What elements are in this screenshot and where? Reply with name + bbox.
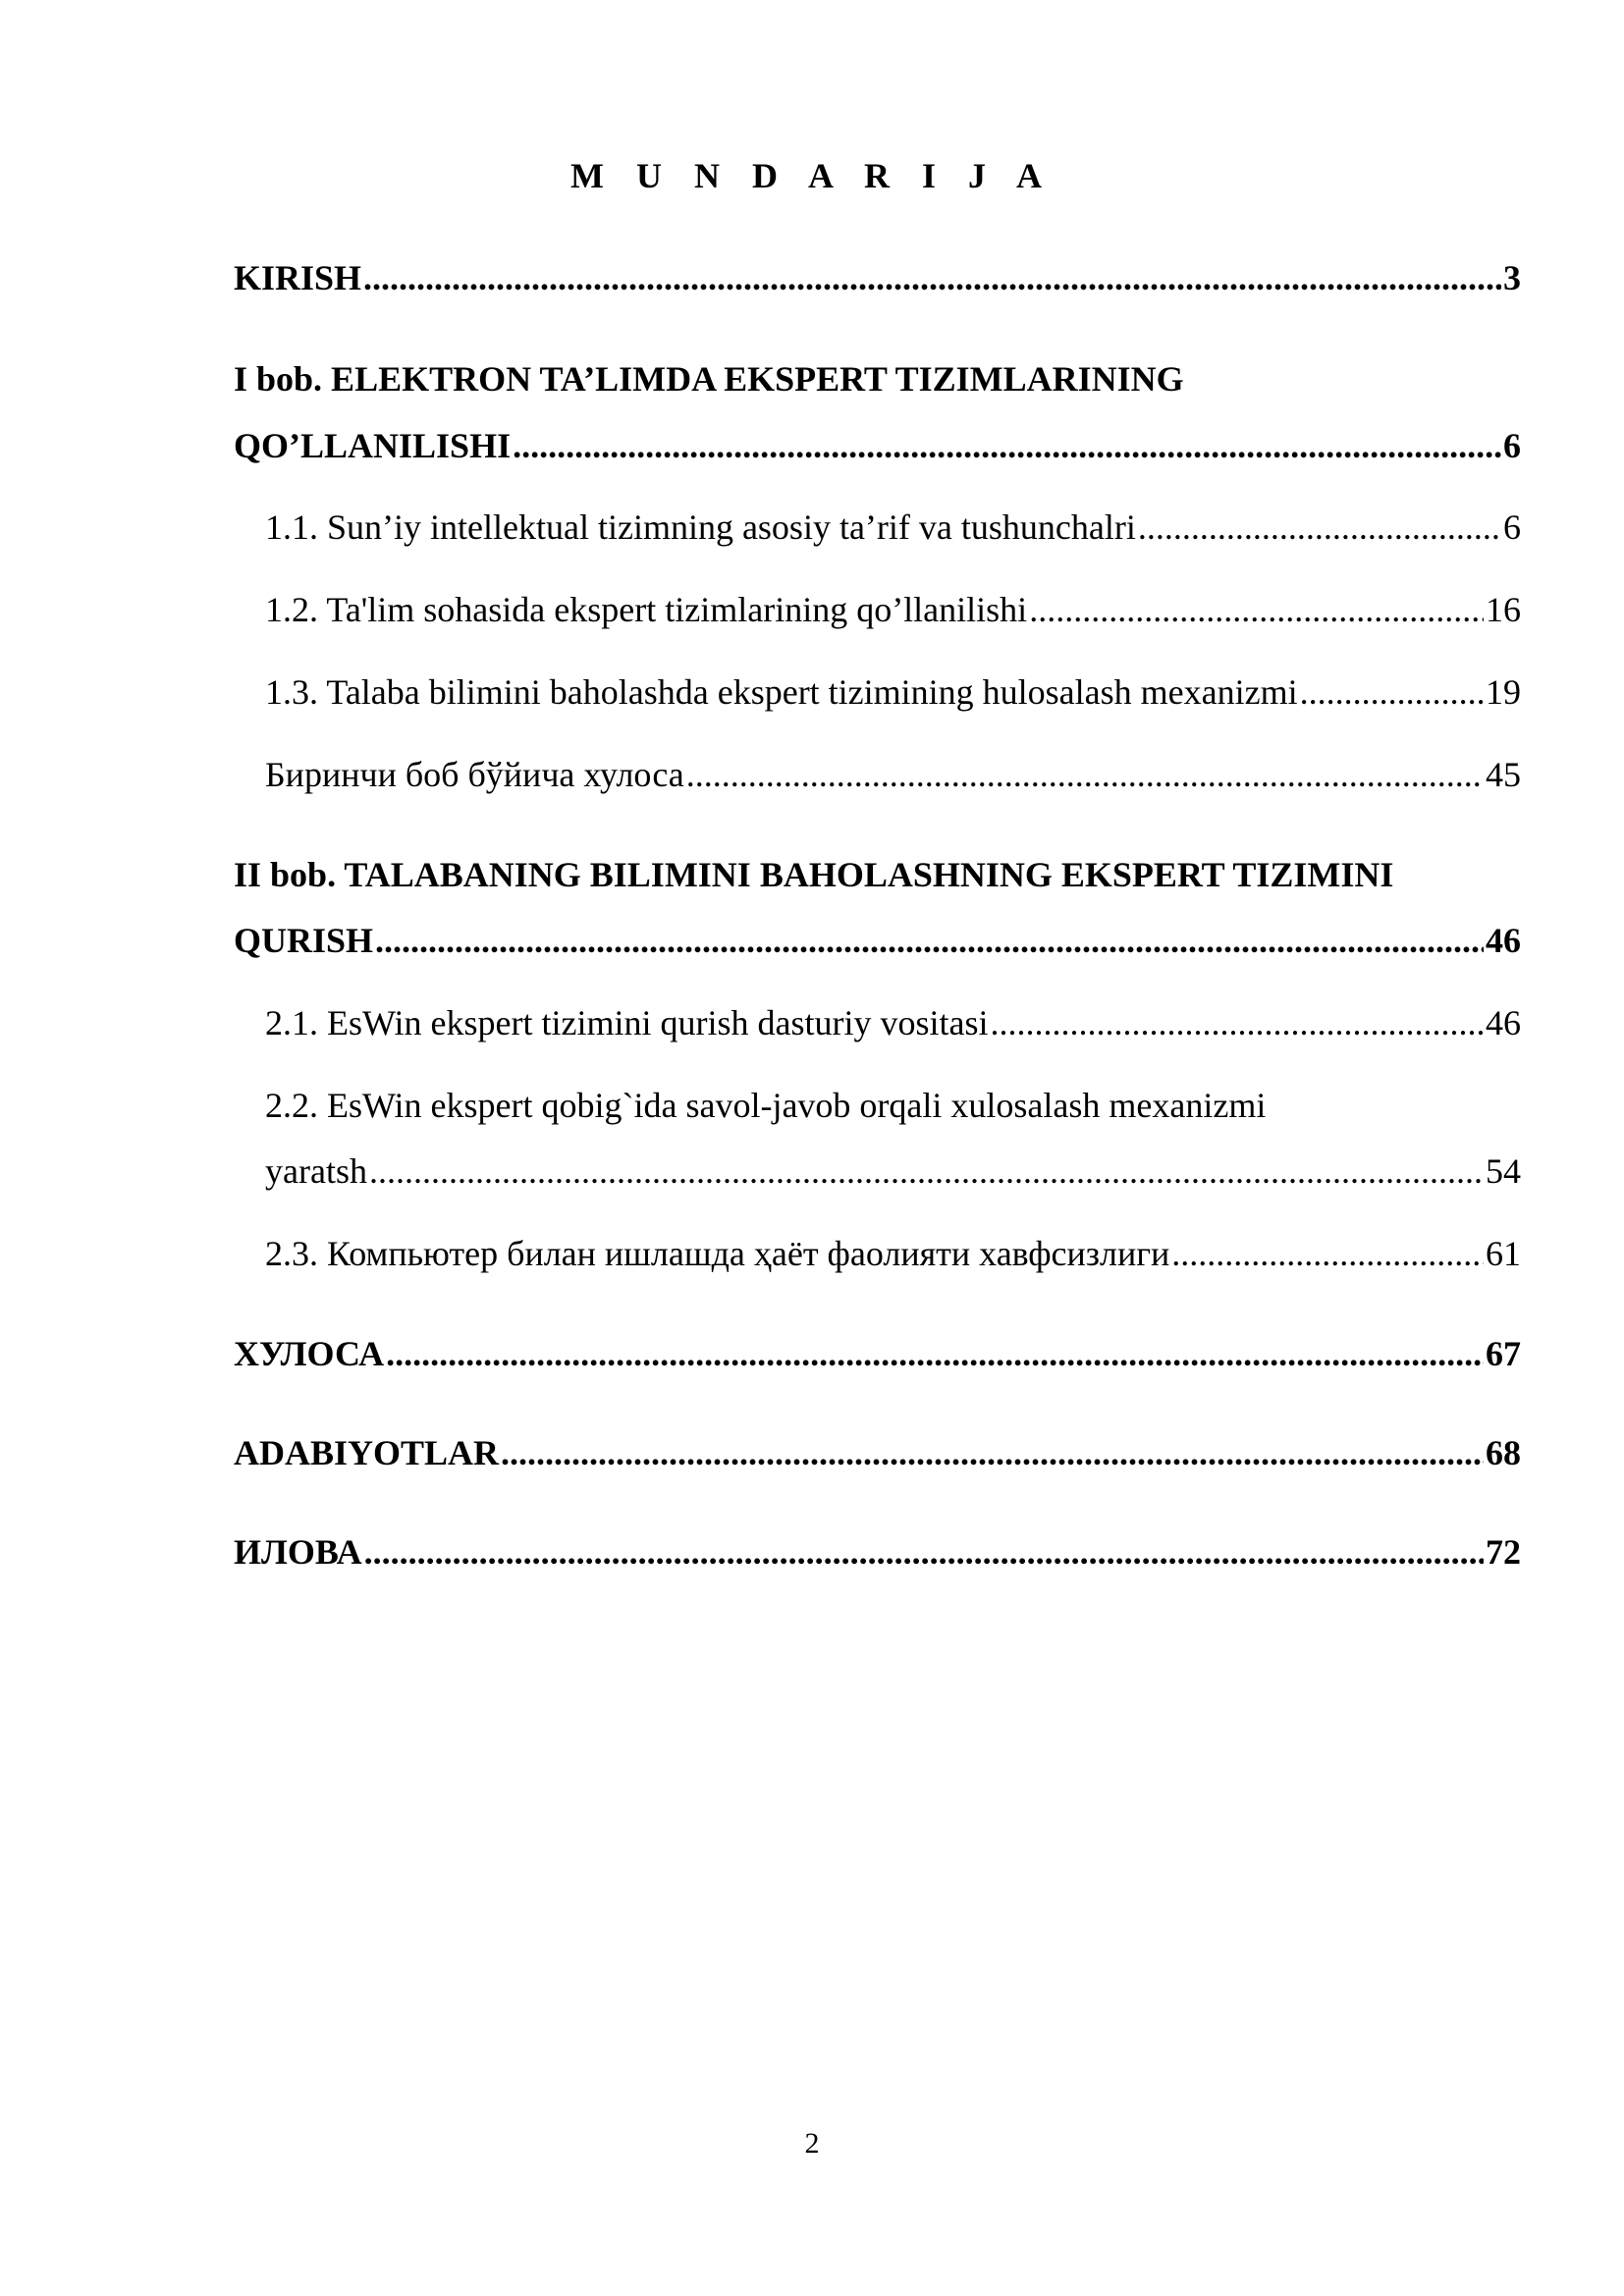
dot-leader <box>375 920 1484 961</box>
dot-leader <box>363 257 1501 298</box>
toc-entry-section-1-1[interactable] <box>265 507 1521 548</box>
dot-leader <box>1029 589 1484 630</box>
dot-leader <box>1300 671 1484 713</box>
toc-entry-adabiyotlar[interactable] <box>234 1432 1521 1473</box>
toc-page-number: 3 <box>1503 258 1521 297</box>
toc-entry-section-1-2[interactable] <box>265 589 1521 630</box>
toc-page-number: 54 <box>1486 1151 1521 1191</box>
toc-entry-section-2-3[interactable] <box>265 1233 1521 1274</box>
toc-entry-kirish[interactable] <box>234 257 1521 298</box>
toc-entry-ilova[interactable] <box>234 1531 1521 1573</box>
toc-entry-label: ХУЛОСА <box>234 1334 385 1373</box>
toc-entry-xulosa[interactable] <box>234 1333 1521 1374</box>
dot-leader <box>364 1531 1484 1573</box>
toc-page-number: 46 <box>1486 1003 1521 1042</box>
toc-entry-label: yaratsh <box>265 1151 367 1191</box>
toc-entry-label: 1.1. Sun’iy intellektual tizimning asosiy ta’rif va tushunchalri <box>265 507 1136 547</box>
dot-leader <box>990 1002 1484 1043</box>
dot-leader <box>1171 1233 1484 1274</box>
toc-entry-label: 1.2. Ta'lim sohasida ekspert tizimlarining qo’llanilishi <box>265 590 1028 629</box>
toc-page-number: 45 <box>1486 755 1521 794</box>
toc-entry-label: Биринчи боб бўйича хулоса <box>265 755 684 794</box>
toc-page-number: 68 <box>1486 1433 1521 1472</box>
toc-entry-label: ИЛОВА <box>234 1532 362 1572</box>
toc-entry-section-1-3[interactable] <box>265 671 1521 713</box>
page-title: M U N D A R I J A <box>569 156 1055 195</box>
dot-leader <box>386 1333 1484 1374</box>
toc-entry-section-2-2[interactable] <box>265 1150 1521 1192</box>
toc-page-number: 67 <box>1486 1334 1521 1373</box>
toc-page-number: 19 <box>1486 672 1521 712</box>
toc-entry-label: ADABIYOTLAR <box>234 1433 500 1472</box>
toc-entry-section-2-1[interactable] <box>265 1002 1521 1043</box>
dot-leader <box>686 754 1484 795</box>
toc-page-number: 6 <box>1503 507 1521 547</box>
dot-leader <box>513 425 1501 466</box>
toc-entry-label: KIRISH <box>234 258 362 297</box>
toc-page-number: 16 <box>1486 590 1521 629</box>
dot-leader <box>501 1432 1484 1473</box>
toc-entry-label: QO’LLANILISHI <box>234 426 512 465</box>
toc-entry-chapter-2[interactable] <box>234 920 1521 961</box>
toc-page-number: 46 <box>1486 921 1521 960</box>
toc-section-2-2-title-line[interactable]: 2.2. EsWin ekspert qobig`ida savol-javob orqali xulosalash mexanizmi <box>265 1086 1267 1125</box>
toc-entry-label: 2.3. Компьютер билан ишлашда ҳаёт фаолияти хавфсизлиги <box>265 1234 1170 1273</box>
dot-leader <box>369 1150 1484 1192</box>
toc-entry-label: QURISH <box>234 921 374 960</box>
toc-chapter-1-title-line[interactable]: I bob. ELEKTRON TA’LIMDA EKSPERT TIZIMLARINING <box>234 359 1184 399</box>
toc-entry-chapter-1-conclusion[interactable] <box>265 754 1521 795</box>
toc-entry-chapter-1[interactable] <box>234 425 1521 466</box>
toc-entry-label: 2.1. EsWin ekspert tizimini qurish dasturiy vositasi <box>265 1003 989 1042</box>
toc-page-number: 61 <box>1486 1234 1521 1273</box>
toc-entry-label: 1.3. Talaba bilimini baholashda ekspert tizimining hulosalash mexanizmi <box>265 672 1298 712</box>
page-number: 2 <box>804 2127 820 2160</box>
toc-page-number: 6 <box>1503 426 1521 465</box>
dot-leader <box>1138 507 1501 548</box>
toc-page-number: 72 <box>1486 1532 1521 1572</box>
toc-chapter-2-title-line[interactable]: II bob. TALABANING BILIMINI BAHOLASHNING EKSPERT TIZIMINI <box>234 855 1394 894</box>
